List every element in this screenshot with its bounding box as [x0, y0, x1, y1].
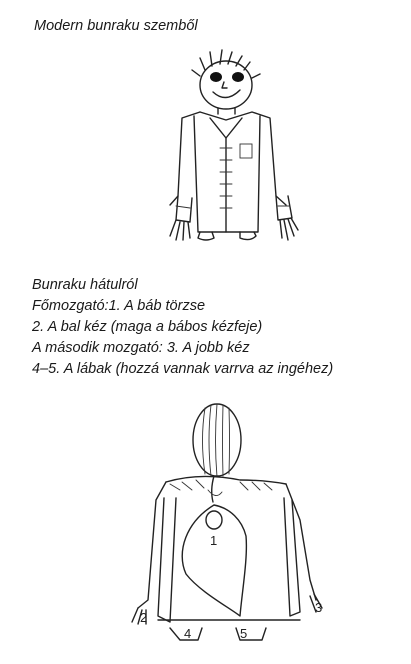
legend-line-3: A második mozgató: 3. A jobb kéz: [32, 340, 250, 356]
figure-title: Modern bunraku szemből: [34, 18, 198, 34]
marker-3: 3: [315, 600, 323, 615]
legend-heading: Bunraku hátulról: [32, 277, 138, 293]
marker-5: 5: [240, 626, 248, 641]
marker-2: 2: [140, 610, 148, 625]
legend-line-2: 2. A bal kéz (maga a bábos kézfeje): [32, 319, 263, 335]
legend-line-4: 4–5. A lábak (hozzá vannak varrva az ingéhez): [32, 361, 334, 377]
marker-4: 4: [184, 626, 192, 641]
marker-1: 1: [210, 533, 218, 548]
legend-line-1: Főmozgató:1. A báb törzse: [32, 298, 206, 314]
puppet-coat: [138, 476, 316, 622]
operator-head: [193, 404, 241, 477]
